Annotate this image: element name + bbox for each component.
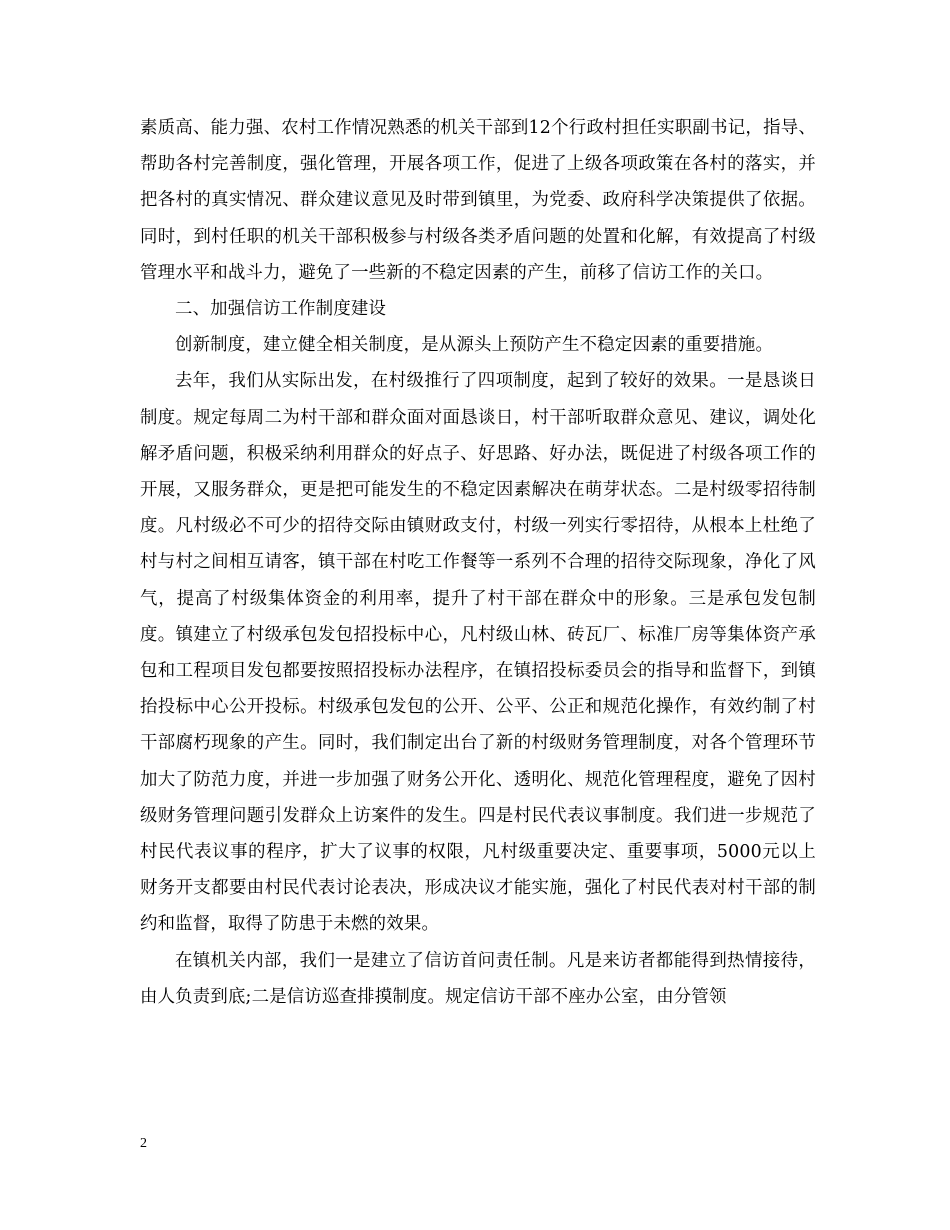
section-heading: 二、加强信访工作制度建设 bbox=[175, 299, 387, 320]
paragraph-internal-measures: 在镇机关内部，我们一是建立了信访首问责任制。凡是来访者都能得到热情接待，由人负责到底;二是信访巡查排摸制度。规定信访干部不座办公室，由分管领 bbox=[140, 950, 816, 1007]
paragraph-four-systems: 去年，我们从实际出发，在村级推行了四项制度，起到了较好的效果。一是恳谈日制度。规定每周二为村干部和群众面对面恳谈日，村干部听取群众意见、建议，调处化解矛盾问题，积极采纳利用群众的好点子、好思路、好办法，既促进了村级各项工作的开展，又服务群众，更是把可能发生的不稳定因素解决在萌芽状态。二是村级零招待制度。凡村级必不可少的招待交际由镇财政支付，村级一列实行零招待，从根本上杜绝了村与村之间相互请客，镇干部在村吃工作餐等一系列不合理的招待交际现象，净化了风气，提高了村级集体资金的利用率，提升了村干部在群众中的形象。三是承包发包制度。镇建立了村级承包发包招投标中心，凡村级山林、砖瓦厂、标准厂房等集体资产承包和工程项目发包都要按照招投标办法程序，在镇招投标委员会的指导和监督下，到镇抬投标中心公开投标。村级承包发包的公开、公平、公正和规范化操作，有效约制了村干部腐朽现象的产生。同时，我们制定出台了新的村级财务管理制度，对各个管理环节加大了防范力度，并进一步加强了财务公开化、透明化、规范化管理程度，避免了因村级财务管理问题引发群众上访案件的发生。四是村民代表议事制度。我们进一步规范了村民代表议事的程序，扩大了议事的权限，凡村级重要决定、重要事项，5000元以上财务开支都要由村民代表讨论表决，形成决议才能实施，强化了村民代表对村干部的制约和监督，取得了防患于未燃的效果。 bbox=[140, 371, 816, 935]
paragraph-continuation: 素质高、能力强、农村工作情况熟悉的机关干部到12个行政村担任实职副书记，指导、帮助各村完善制度，强化管理，开展各项工作，促进了上级各项政策在各村的落实，并把各村的真实情况、群众建议意见及时带到镇里，为党委、政府科学决策提供了依据。同时，到村任职的机关干部积极参与村级各类矛盾问题的处置和化解，有效提高了村级管理水平和战斗力，避免了一些新的不稳定因素的产生，前移了信访工作的关口。 bbox=[140, 118, 816, 283]
paragraph-intro: 创新制度，建立健全相关制度，是从源头上预防产生不稳定因素的重要措施。 bbox=[175, 335, 774, 356]
document-body bbox=[140, 110, 816, 1015]
page-number: 2 bbox=[140, 1136, 147, 1151]
